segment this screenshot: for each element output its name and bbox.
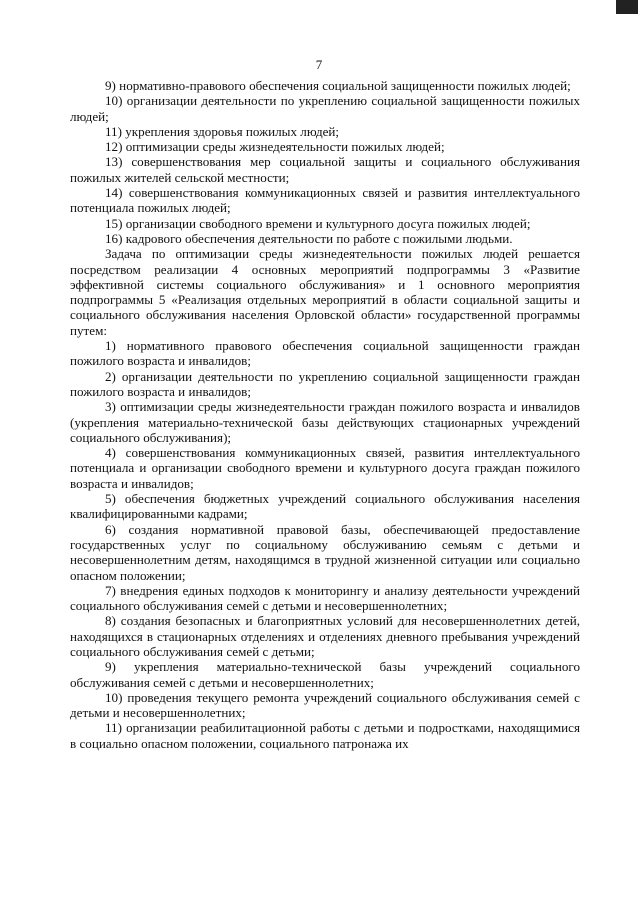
paragraph: 6) создания нормативной правовой базы, обеспечивающей предоставление государственных услуг по социальному обслуживанию семьям с детьми и несовершеннолетним детям, находящимся в трудной жизненной ситуации или социально опасном положении; [70, 521, 580, 583]
paragraph: 2) организации деятельности по укреплению социальной защищенности граждан пожилого возраста и инвалидов; [70, 368, 580, 399]
paragraph: 10) организации деятельности по укреплению социальной защищенности пожилых людей; [70, 93, 580, 124]
paragraph: 4) совершенствования коммуникационных связей, развития интеллектуального потенциала и организации свободного времени и культурного досуга граждан пожилого возраста и инвалидов; [70, 445, 580, 491]
paragraph: Задача по оптимизации среды жизнедеятельности пожилых людей решается посредством реализации 4 основных мероприятий подпрограммы 3 «Развитие эффективной системы социального обслуживания» и 1 основного мероприятия подпрограммы 5 «Реализация отдельных мероприятий в области социальной защиты и социального обслуживания населения Орловской области» государственной программы путем: [70, 246, 580, 338]
paragraph: 16) кадрового обеспечения деятельности по работе с пожилыми людьми. [105, 230, 513, 246]
paragraph: 10) проведения текущего ремонта учреждений социального обслуживания семей с детьми и несовершеннолетних; [70, 689, 580, 721]
paragraph: 5) обеспечения бюджетных учреждений социального обслуживания населения квалифицированными кадрами; [70, 491, 580, 522]
document-body [70, 78, 580, 751]
paragraph: 1) нормативного правового обеспечения социальной защищенности граждан пожилого возраста и инвалидов; [70, 338, 580, 369]
paragraph: 9) нормативно-правового обеспечения социальной защищенности пожилых людей; [105, 78, 571, 93]
paragraph: 8) создания безопасных и благоприятных условий для несовершеннолетних детей, находящихся в стационарных отделениях и отделениях дневного пребывания учреждений социального обслуживания семей с детьми; [70, 613, 580, 659]
paragraph: 15) организации свободного времени и культурного досуга пожилых людей; [105, 215, 531, 231]
page-number: 7 [315, 57, 323, 72]
scan-corner-mark [616, 0, 638, 14]
paragraph: 14) совершенствования коммуникационных связей и развития интеллектуального потенциала пожилых людей; [70, 185, 580, 216]
paragraph: 3) оптимизации среды жизнедеятельности граждан пожилого возраста и инвалидов (укрепления материально-технической базы действующих стационарных учреждений социального обслуживания); [70, 399, 580, 445]
paragraph: 7) внедрения единых подходов к мониторингу и анализу деятельности учреждений социального обслуживания семей с детьми и несовершеннолетних; [70, 582, 580, 614]
paragraph: 11) организации реабилитационной работы с детьми и подростками, находящимися в социально опасном положении, социального патронажа их [70, 720, 580, 751]
paragraph: 9) укрепления материально-технической базы учреждений социального обслуживания семей с детьми и несовершеннолетних; [70, 659, 580, 690]
paragraph: 13) совершенствования мер социальной защиты и социального обслуживания пожилых жителей сельской местности; [70, 154, 580, 185]
paragraph: 12) оптимизации среды жизнедеятельности пожилых людей; [105, 139, 445, 155]
paragraph: 11) укрепления здоровья пожилых людей; [105, 123, 340, 139]
